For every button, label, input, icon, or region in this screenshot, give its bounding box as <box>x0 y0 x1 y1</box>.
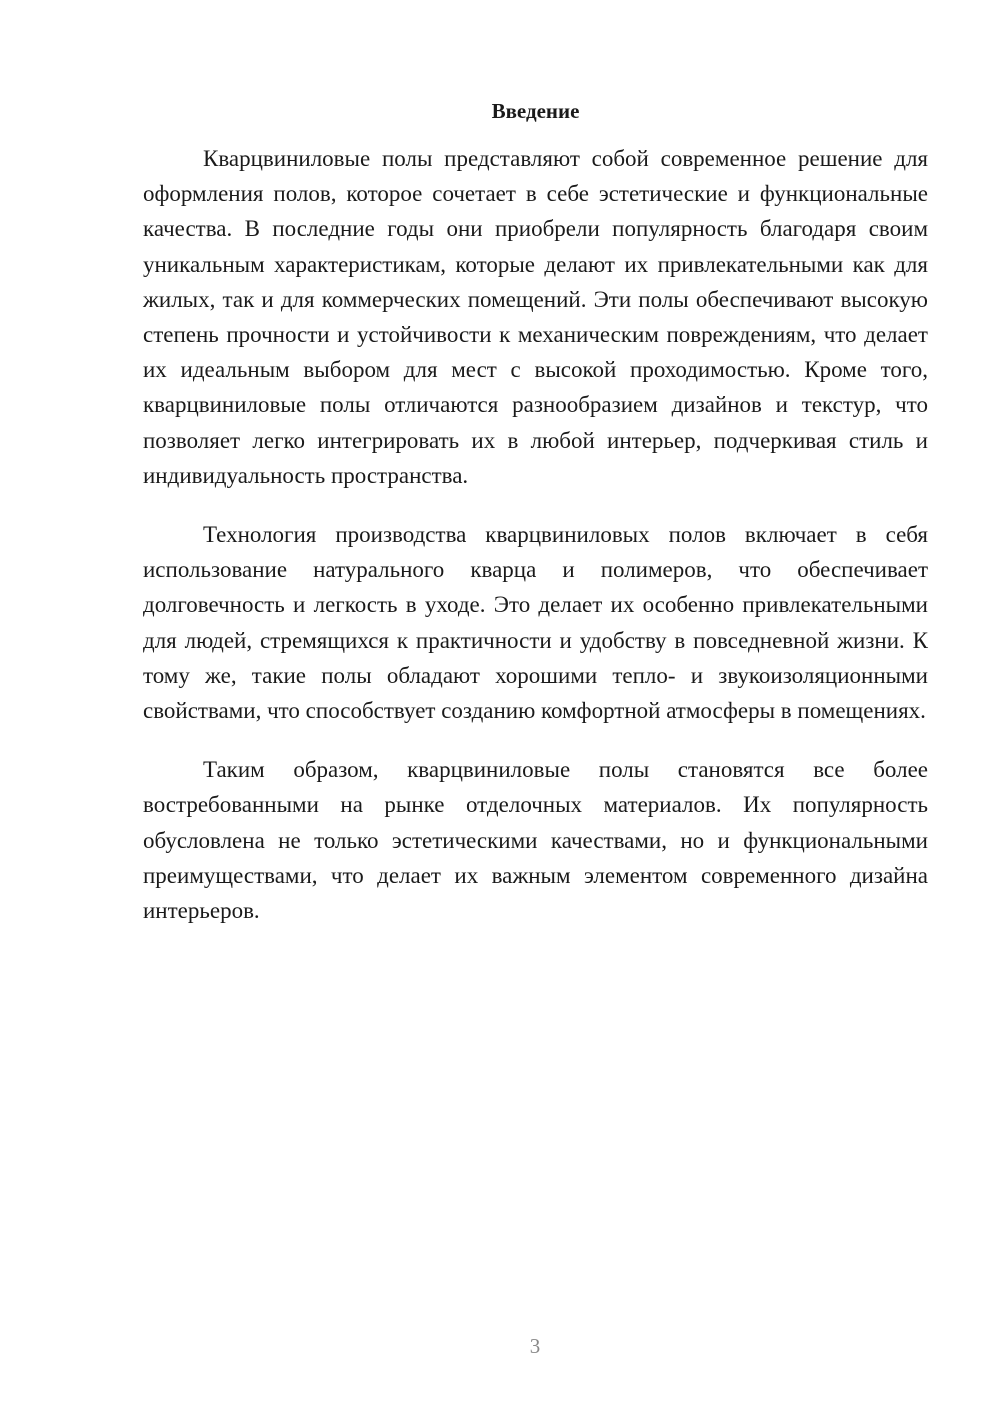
paragraph-2: Технология производства кварцвиниловых полов включает в себя использование натурального кварца и полимеров, что обеспечивает долговечность и легкость в уходе. Это делает их особенно привлекательными для людей, стремящихся к практичности и удобству в повседневной жизни. К тому же, такие полы обладают хорошими тепло- и звукоизоляционными свойствами, что способствует созданию комфортной атмосферы в помещениях. <box>143 522 928 724</box>
section-heading: Введение <box>491 99 580 123</box>
paragraph-1: Кварцвиниловые полы представляют собой современное решение для оформления полов, которое сочетает в себе эстетические и функциональные качества. В последние годы они приобрели популярность благодаря своим уникальным характеристикам, которые делают их привлекательными как для жилых, так и для коммерческих помещений. Эти полы обеспечивают высокую степень прочности и устойчивости к механическим повреждениям, что делает их идеальным выбором для мест с высокой проходимостью. Кроме того, кварцвиниловые полы отличаются разнообразием дизайнов и текстур, что позволяет легко интегрировать их в любой интерьер, подчеркивая стиль и индивидуальность пространства. <box>143 146 928 488</box>
body-text <box>143 141 928 952</box>
page-number: 3 <box>529 1334 541 1358</box>
paragraph-3: Таким образом, кварцвиниловые полы становятся все более востребованными на рынке отделочных материалов. Их популярность обусловлена не только эстетическими качествами, но и функциональными преимуществами, что делает их важным элементом современного дизайна интерьеров. <box>143 757 928 924</box>
